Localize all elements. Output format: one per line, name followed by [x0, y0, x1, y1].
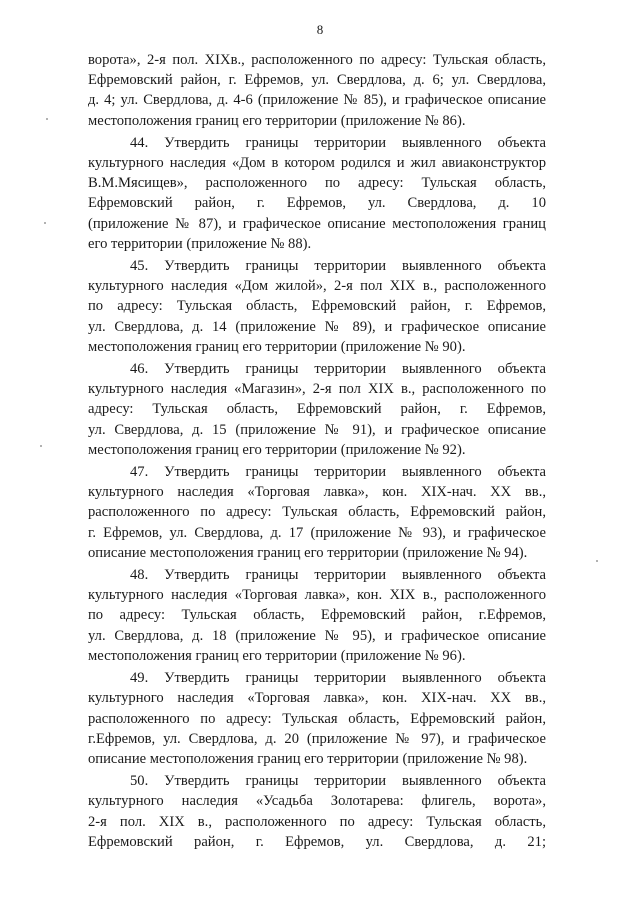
text-line: 45. Утвердить границы территории выявленного объекта	[130, 258, 546, 275]
text-line: ул. Свердлова, д. 18 (приложение № 95), и графическое описание	[88, 627, 546, 644]
scan-speck	[44, 222, 46, 224]
text-line: местоположения границ его территории (приложение № 92).	[88, 441, 466, 458]
text-line: по адресу: Тульская область, Ефремовский район, г. Ефремов,	[88, 298, 546, 315]
text-line: ворота», 2-я пол. XIXв., расположенного по адресу: Тульская область,	[88, 52, 546, 68]
text-line: культурного наследия «Дом в котором родился и жил авиаконструктор	[88, 155, 546, 172]
text-line: культурного наследия «Торговая лавка», кон. XIX-нач. XX вв.,	[88, 690, 546, 707]
text-line: 50. Утвердить границы территории выявленного объекта	[130, 773, 546, 790]
text-line: его территории (приложение № 88).	[88, 235, 312, 252]
numbered-paragraph	[88, 771, 546, 852]
text-line: по адресу: Тульская область, Ефремовский район, г.Ефремов,	[88, 607, 546, 624]
numbered-paragraph	[88, 668, 546, 769]
text-line: Ефремовский район, г. Ефремов, ул. Свердлова, д. 21;	[88, 833, 546, 850]
text-line: д. 4; ул. Свердлова, д. 4-6 (приложение № 85), и графическое описание	[88, 92, 546, 109]
text-line: описание местоположения границ его территории (приложение № 98).	[88, 750, 528, 767]
text-line: 46. Утвердить границы территории выявленного объекта	[130, 361, 546, 378]
text-line: 47. Утвердить границы территории выявленного объекта	[130, 464, 546, 481]
text-line: ул. Свердлова, д. 15 (приложение № 91), и графическое описание	[88, 421, 546, 438]
text-line: Ефремовский район, г. Ефремов, ул. Свердлова, д. 10	[88, 195, 546, 212]
text-line: культурного наследия «Торговая лавка», кон. XIX-нач. XX вв.,	[88, 484, 546, 501]
text-line: расположенного по адресу: Тульская область, Ефремовский район,	[88, 710, 546, 727]
text-line: культурного наследия «Усадьба Золотарева: флигель, ворота»,	[88, 793, 546, 810]
text-line: 48. Утвердить границы территории выявленного объекта	[130, 567, 546, 584]
scan-speck	[46, 118, 48, 120]
scan-speck	[596, 560, 598, 562]
text-line: адресу: Тульская область, Ефремовский район, г. Ефремов,	[88, 401, 546, 418]
text-line: культурного наследия «Торговая лавка», кон. XIX в., расположенного	[88, 587, 546, 604]
text-line: (приложение № 87), и графическое описание местоположения границ	[88, 215, 546, 232]
continued-paragraph	[88, 50, 546, 131]
text-line: культурного наследия «Дом жилой», 2-я пол XIX в., расположенного	[88, 278, 546, 295]
text-line: ул. Свердлова, д. 14 (приложение № 89), и графическое описание	[88, 318, 546, 335]
text-line: В.М.Мясищев», расположенного по адресу: Тульская область,	[88, 175, 546, 192]
numbered-paragraph	[88, 256, 546, 357]
text-line: культурного наследия «Магазин», 2-я пол XIX в., расположенного по	[88, 381, 546, 398]
scan-speck	[40, 445, 42, 447]
numbered-paragraph	[88, 133, 546, 254]
text-line: 49. Утвердить границы территории выявленного объекта	[130, 670, 546, 687]
text-line: расположенного по адресу: Тульская область, Ефремовский район,	[88, 504, 546, 521]
text-line: 2-я пол. XIX в., расположенного по адресу: Тульская область,	[88, 813, 546, 830]
numbered-paragraph	[88, 565, 546, 666]
numbered-paragraph	[88, 359, 546, 460]
numbered-paragraph	[88, 462, 546, 563]
text-line: 44. Утвердить границы территории выявленного объекта	[130, 134, 546, 151]
text-line: г.Ефремов, ул. Свердлова, д. 20 (приложение № 97), и графическое	[88, 730, 546, 747]
text-line: описание местоположения границ его территории (приложение № 94).	[88, 544, 528, 561]
document-body	[88, 50, 546, 854]
text-line: местоположения границ его территории (приложение № 86).	[88, 112, 466, 129]
text-line: местоположения границ его территории (приложение № 90).	[88, 338, 466, 355]
text-line: Ефремовский район, г. Ефремов, ул. Свердлова, д. 6; ул. Свердлова,	[88, 72, 546, 89]
page-number: 8	[316, 22, 324, 37]
text-line: г. Ефремов, ул. Свердлова, д. 17 (приложение № 93), и графическое	[88, 524, 546, 541]
text-line: местоположения границ его территории (приложение № 96).	[88, 647, 466, 664]
